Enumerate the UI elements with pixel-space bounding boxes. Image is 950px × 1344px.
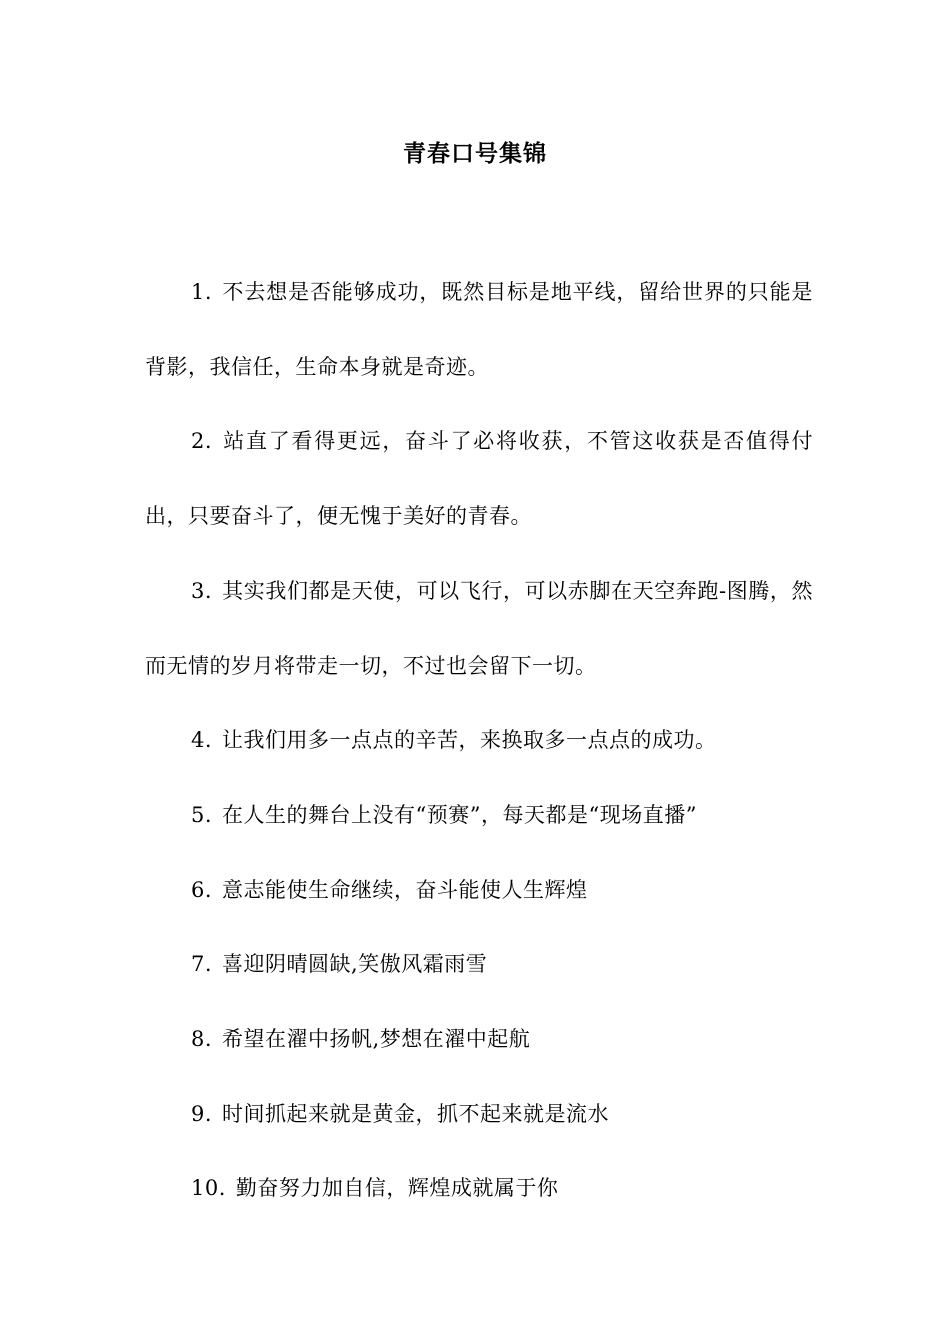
- item-number: 8.: [191, 1027, 213, 1052]
- item-number: 9.: [191, 1101, 213, 1126]
- list-item: [145, 1002, 813, 1077]
- list-item: [145, 1077, 813, 1152]
- item-number: 10.: [191, 1176, 226, 1201]
- item-text: 在人生的舞台上没有“预赛”，每天都是“现场直播”: [222, 802, 697, 827]
- slogan-list: [145, 255, 813, 1226]
- item-number: 4.: [191, 728, 213, 753]
- item-number: 1.: [191, 280, 213, 304]
- document-title: 青春口号集锦: [403, 140, 547, 167]
- item-text: 希望在濯中扬帆,梦想在濯中起航: [222, 1027, 531, 1052]
- item-text: 时间抓起来就是黄金，抓不起来就是流水: [222, 1101, 610, 1126]
- list-item: [145, 853, 813, 928]
- item-number: 3.: [191, 578, 213, 603]
- list-item: [145, 778, 813, 853]
- item-number: 7.: [191, 952, 213, 977]
- item-number: 2.: [191, 429, 213, 454]
- list-item: [145, 927, 813, 1002]
- item-text: 勤奋努力加自信，辉煌成就属于你: [235, 1176, 559, 1201]
- list-item: [145, 554, 813, 703]
- list-item: [145, 703, 813, 778]
- list-item: [145, 255, 813, 404]
- item-text: 意志能使生命继续，奋斗能使人生辉煌: [222, 877, 588, 902]
- item-text: 让我们用多一点点的辛苦，来换取多一点点的成功。: [222, 728, 717, 753]
- item-text: 站直了看得更远，奋斗了必将收获，不管这收获是否值得付出，只要奋斗了，便无愧于美好的青春。: [145, 429, 813, 529]
- item-text: 喜迎阴晴圆缺,笑傲风霜雨雪: [222, 952, 488, 977]
- item-number: 5.: [191, 802, 213, 827]
- item-text: 其实我们都是天使，可以飞行，可以赤脚在天空奔跑-图腾，然而无情的岁月将带走一切，不过也会留下一切。: [145, 578, 813, 678]
- list-item: [145, 1151, 813, 1226]
- item-number: 6.: [191, 877, 213, 902]
- list-item: [145, 404, 813, 553]
- item-text: 不去想是否能够成功，既然目标是地平线，留给世界的只能是背影，我信任，生命本身就是奇迹。: [145, 280, 813, 379]
